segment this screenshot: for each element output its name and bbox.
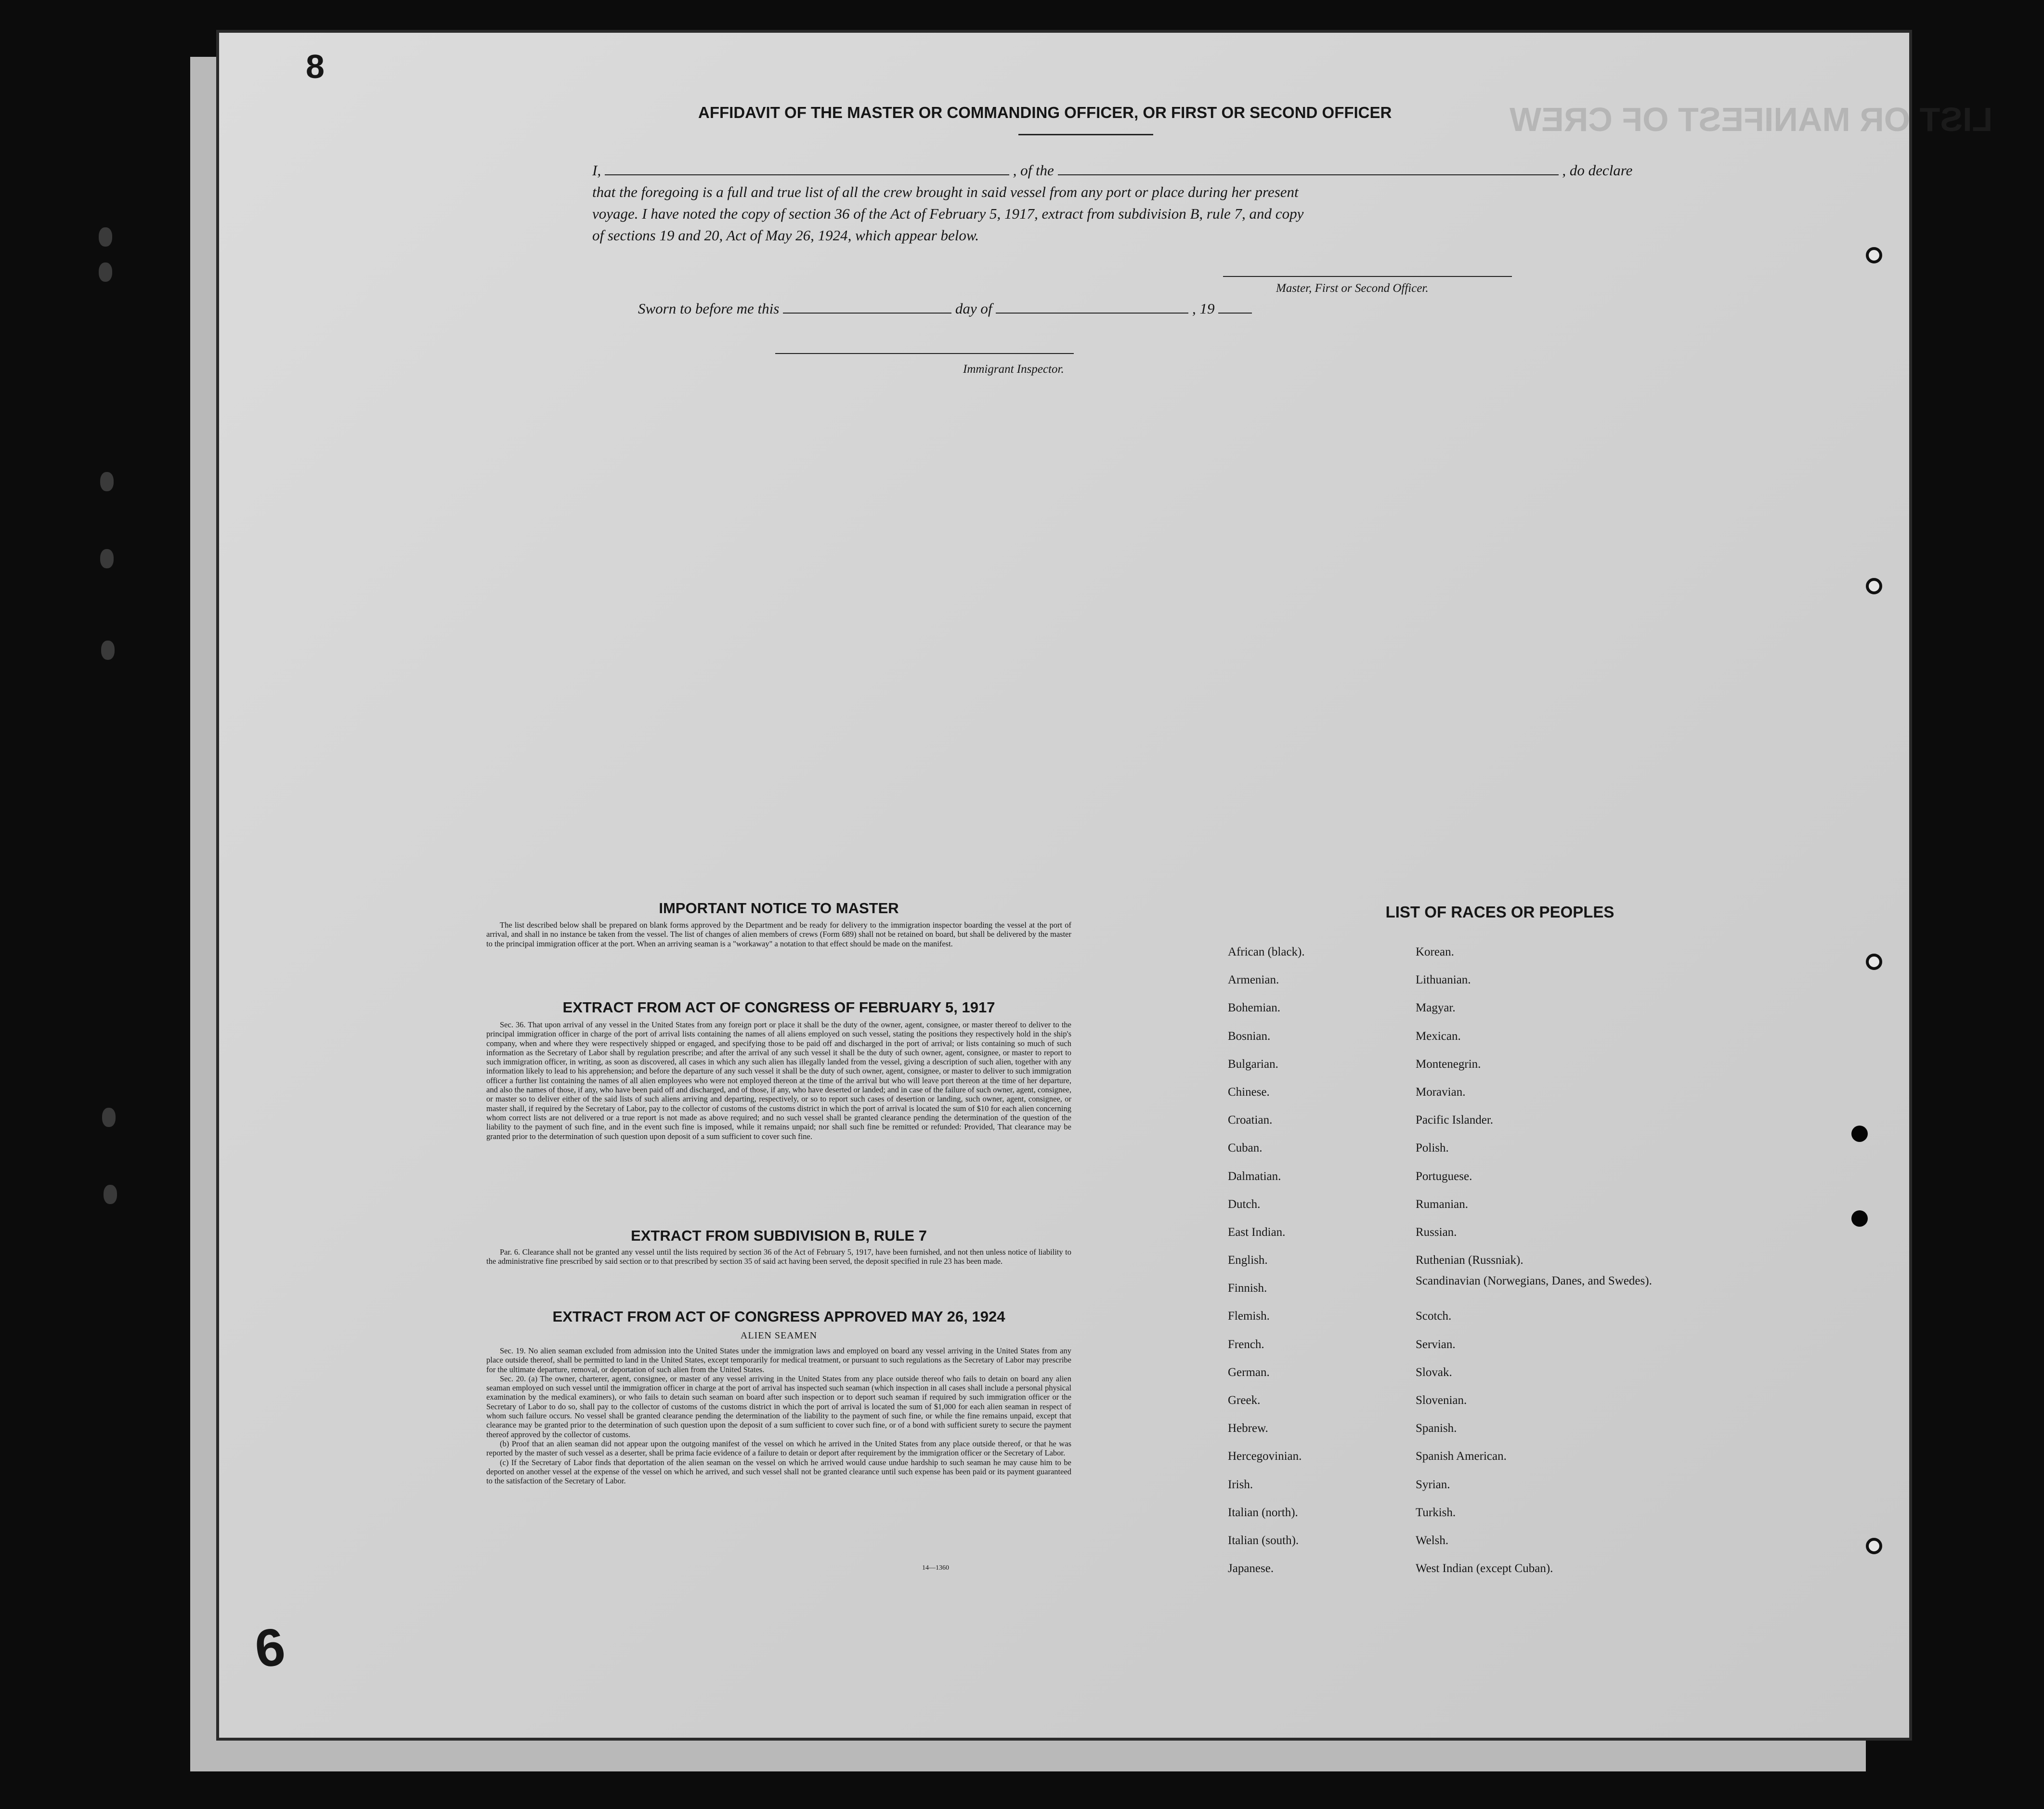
punch-hole: [1851, 1126, 1868, 1142]
section-20a-paragraph: Sec. 20. (a) The owner, charterer, agent, consignee, or master of any vessel arriving in the United States from any place outside thereof who fails to detain on board any alien seaman employed on such vessel until the immigration officer in charge at the port of arrival has inspected such seaman (which inspection in all cases shall include a personal physical examination by the medical examiners), or who fails to detain such seaman on board after such inspection or to deport such seaman if required by such immigration officer or the Secretary of Labor to do so, shall pay to the collector of customs of the customs district in which the port of arrival is located the sum of $1,000 for each alien seaman in respect of whom such failure occurs. No vessel shall be granted clearance pending the determination of the liability to the payment of such fine, or while the fine remains unpaid, except that clearance may be granted prior to the determination of such question upon the deposit of a sum sufficient to cover such fine, or of a bond with sufficient surety to secure the payment thereof approved by the collector of customs.: [486, 1374, 1071, 1439]
race-item: Scandinavian (Norwegians, Danes, and Swedes).: [1416, 1274, 1652, 1288]
punch-hole: [1851, 1210, 1868, 1227]
sworn-year-blank[interactable]: [1218, 313, 1252, 314]
master-signature-line[interactable]: [1223, 276, 1512, 277]
sworn-day-blank[interactable]: [783, 313, 951, 314]
race-item: Russian.: [1416, 1225, 1457, 1239]
race-item: East Indian.: [1228, 1225, 1286, 1239]
par-6-paragraph: Par. 6. Clearance shall not be granted any vessel until the lists required by section 36 of the Act of February 5, 1917, have been furnished, and not then unless notice of liability to the administrative fine prescribed by said section or to that prescribed by section 35 of said act having been served, the deposit specified in rule 23 has been made.: [486, 1247, 1071, 1266]
notice-text: [486, 920, 1071, 948]
punch-hole: [100, 472, 114, 491]
extract-1924-title: EXTRACT FROM ACT OF CONGRESS APPROVED MAY 26, 1924: [552, 1308, 1005, 1325]
affidavit-line-2: that the foregoing is a full and true list of all the crew brought in said vessel from any port or place during her present: [592, 184, 1299, 200]
affidavit-line-4: of sections 19 and 20, Act of May 26, 1924, which appear below.: [592, 227, 979, 244]
races-right-column: [1416, 938, 1666, 1583]
race-item: Mexican.: [1416, 1029, 1461, 1043]
affidavit-title: AFFIDAVIT OF THE MASTER OR COMMANDING OFFICER, OR FIRST OR SECOND OFFICER: [698, 104, 1392, 121]
race-item: Flemish.: [1228, 1310, 1270, 1323]
race-item: Montenegrin.: [1416, 1057, 1481, 1071]
race-item: Slovak.: [1416, 1365, 1452, 1379]
rule-7-title: EXTRACT FROM SUBDIVISION B, RULE 7: [631, 1227, 927, 1244]
extract-1924-text: [486, 1346, 1071, 1485]
race-item: Bulgarian.: [1228, 1057, 1278, 1071]
race-item: Japanese.: [1228, 1562, 1274, 1575]
eyelet: [1866, 247, 1882, 263]
race-item: Portuguese.: [1416, 1169, 1472, 1183]
race-item: Spanish.: [1416, 1422, 1457, 1435]
punch-hole: [99, 227, 112, 247]
notice-title: IMPORTANT NOTICE TO MASTER: [659, 900, 899, 917]
text-sworn: Sworn to before me this: [638, 300, 780, 317]
race-item: Dutch.: [1228, 1197, 1261, 1211]
eyelet: [1866, 1538, 1882, 1554]
race-item: Dalmatian.: [1228, 1169, 1281, 1183]
race-item: Greek.: [1228, 1394, 1261, 1407]
race-item: French.: [1228, 1337, 1264, 1351]
punch-hole: [99, 262, 112, 282]
race-item: Lithuanian.: [1416, 973, 1471, 987]
name-blank[interactable]: [605, 174, 1009, 175]
section-20c-paragraph: (c) If the Secretary of Labor finds that deportation of the alien seaman on the vessel on which he arrived would cause undue hardship to such seaman he may cause him to be deported on another vessel at the expense of the vessel on which he arrived, and such vessel shall not be granted clearance until such expense has been paid or its payment guaranteed to the satisfaction of the Secretary of Labor.: [486, 1457, 1071, 1486]
sworn-line: [638, 300, 1252, 317]
race-item: Croatian.: [1228, 1114, 1273, 1127]
race-item: Slovenian.: [1416, 1394, 1467, 1407]
eyelet: [1866, 578, 1882, 594]
corner-mark: 8: [306, 48, 325, 85]
race-item: Italian (north).: [1228, 1506, 1298, 1519]
eyelet: [1866, 954, 1882, 970]
affidavit-line-3: voyage. I have noted the copy of section 36 of the Act of February 5, 1917, extract from subdivision B, rule 7, and copy: [592, 205, 1304, 222]
race-item: English.: [1228, 1254, 1268, 1267]
alien-seamen-subtitle: ALIEN SEAMEN: [740, 1330, 818, 1341]
race-item: Servian.: [1416, 1337, 1456, 1351]
race-item: Spanish American.: [1416, 1450, 1507, 1463]
race-item: Magyar.: [1416, 1001, 1456, 1015]
section-19-paragraph: Sec. 19. No alien seaman excluded from admission into the United States under the immigration laws and employed on board any vessel arriving in the United States from any place outside thereof, shall be permitted to land in the United States, except temporarily for medical treatment, or pursuant to such regulations as the Secretary of Labor may prescribe for the ultimate departure, removal, or deportation of such alien from the United States.: [486, 1346, 1071, 1374]
page-number: 6: [251, 1616, 289, 1679]
notice-paragraph: The list described below shall be prepared on blank forms approved by the Department and be ready for delivery to the immigration inspector boarding the vessel at the port of arrival, and shall in no instance be taken from the vessel. The list of changes of alien members of crews (Form 689) shall not be retained on board, but shall be delivered by the master to the principal immigration officer at the port. When an arriving seaman is a "workaway" a notation to that effect should be made on the manifest.: [486, 920, 1071, 948]
race-item: Syrian.: [1416, 1478, 1450, 1491]
text-year: , 19: [1192, 300, 1215, 317]
section-20b-paragraph: (b) Proof that an alien seaman did not appear upon the outgoing manifest of the vessel on which he arrived in the United States from any place outside thereof, or that he was reported by the master of such vessel as a deserter, shall be prima facie evidence of a failure to detain or deport after requirement by the immigration officer or the Secretary of Labor.: [486, 1439, 1071, 1458]
race-item: Bohemian.: [1228, 1001, 1281, 1015]
document-page: [219, 33, 1993, 1738]
punch-hole: [102, 1108, 116, 1127]
text-do-declare: , do declare: [1562, 162, 1633, 179]
races-title: LIST OF RACES OR PEOPLES: [1385, 903, 1614, 921]
rule-7-text: [486, 1247, 1071, 1266]
extract-1917-title: EXTRACT FROM ACT OF CONGRESS OF FEBRUARY 5, 1917: [562, 999, 995, 1016]
form-number: 14—1360: [922, 1564, 949, 1572]
race-item: Pacific Islander.: [1416, 1114, 1494, 1127]
bleed-through-title: LIST OR MANIFEST OF CREW: [1510, 101, 1993, 138]
punch-hole: [101, 641, 115, 660]
race-item: Welsh.: [1416, 1534, 1449, 1547]
race-item: Rumanian.: [1416, 1197, 1469, 1211]
inspector-caption: Immigrant Inspector.: [963, 363, 1064, 376]
race-item: Irish.: [1228, 1478, 1253, 1491]
text-i: I,: [592, 162, 601, 179]
race-item: German.: [1228, 1365, 1270, 1379]
punch-hole: [104, 1185, 117, 1204]
race-item: Korean.: [1416, 945, 1454, 958]
race-item: Armenian.: [1228, 973, 1279, 987]
text-of-the: , of the: [1013, 162, 1054, 179]
race-item: Scotch.: [1416, 1310, 1452, 1323]
extract-1917-text: [486, 1020, 1071, 1141]
section-36-paragraph: Sec. 36. That upon arrival of any vessel in the United States from any foreign port or place it shall be the duty of the owner, agent, consignee, or master thereof to deliver to the principal immigration officer in charge of the port of arrival lists containing the names of all aliens employed on such vessel, stating the positions they respectively hold in the ship's company, when and where they were respectively shipped or engaged, and specifying those to be paid off and discharged in the port of arrival; or lists containing so much of such information as the Secretary of Labor shall by regulation prescribe; and after the arrival of any such vessel it shall be the duty of such owner, agent, consignee, or master to report to such immigration officer, in writing, as soon as discovered, all cases in which any such alien has illegally landed from the vessel, giving a description of such alien, together with any information likely to lead to his apprehension; and before the departure of any such vessel it shall be the duty of such owner, agent, consignee, or master to deliver to such immigration officer a further list containing the names of all alien employees who were not employed thereon at the time of the arrival but who will leave port thereon at the time of her departure, and also the names of those, if any, who have been paid off and discharged, and of those, if any, who have deserted or landed; and in case of the failure of such owner, agent, consignee, or master so to deliver either of the said lists of such aliens arriving and departing, respectively, or so to report such cases of desertion or landing, such owner, agent, consignee, or master shall, if required by the Secretary of Labor, pay to the collector of customs of the customs district in which the port of arrival is located the sum of $10 for each alien concerning whom correct lists are not delivered or a true report is not made as above required; and no such vessel shall be granted clearance pending the determination of the question of the liability to the payment of such fine, and in the event such fine is imposed, while it remains unpaid; nor shall such fine be remitted or refunded: Provided, That clearance may be granted prior to the determination of such question upon deposit of a sum sufficient to cover such fine.: [486, 1020, 1071, 1141]
affidavit-line-1: [592, 162, 1632, 179]
punch-hole: [100, 549, 114, 568]
vessel-blank[interactable]: [1058, 174, 1559, 175]
race-item: Finnish.: [1228, 1282, 1267, 1295]
race-item: West Indian (except Cuban).: [1416, 1562, 1553, 1575]
race-item: Moravian.: [1416, 1085, 1466, 1099]
race-item: Hebrew.: [1228, 1422, 1268, 1435]
race-item: Cuban.: [1228, 1141, 1263, 1155]
race-item: Polish.: [1416, 1141, 1449, 1155]
title-rule: [1018, 134, 1153, 135]
text-day-of: day of: [955, 300, 992, 317]
race-item: Turkish.: [1416, 1506, 1456, 1519]
master-caption: Master, First or Second Officer.: [1276, 282, 1429, 295]
race-item: Bosnian.: [1228, 1029, 1271, 1043]
race-item: African (black).: [1228, 945, 1305, 958]
races-left-column: [1228, 938, 1416, 1583]
race-item: Hercegovinian.: [1228, 1450, 1302, 1463]
race-item: Italian (south).: [1228, 1534, 1299, 1547]
race-item: Chinese.: [1228, 1085, 1270, 1099]
inspector-signature-line[interactable]: [775, 353, 1074, 354]
sworn-month-blank[interactable]: [996, 313, 1188, 314]
race-item: Ruthenian (Russniak).: [1416, 1254, 1523, 1267]
